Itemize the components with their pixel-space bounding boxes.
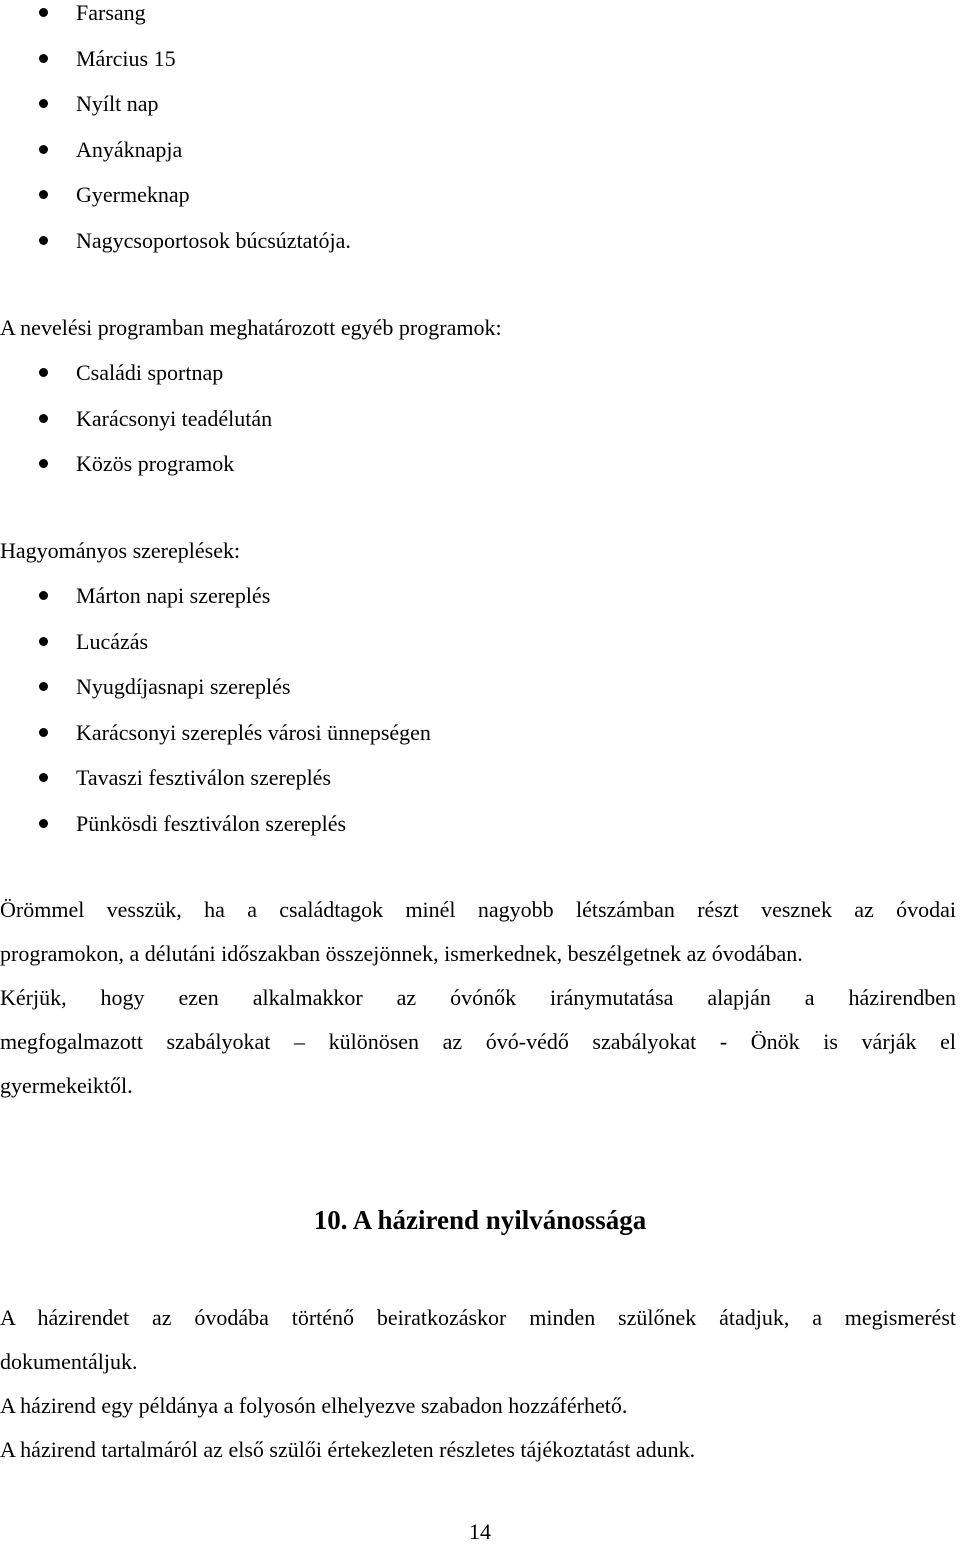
bullet-icon bbox=[39, 8, 48, 17]
bullet-icon bbox=[39, 637, 48, 646]
list-item: Családi sportnap bbox=[0, 360, 956, 406]
bullet-icon bbox=[39, 728, 48, 737]
list-item: Március 15 bbox=[0, 46, 956, 92]
paragraph-line: dokumentáljuk. bbox=[0, 1349, 138, 1374]
list-item: Anyáknapja bbox=[0, 137, 956, 183]
list-item: Karácsonyi szereplés városi ünnepségen bbox=[0, 720, 956, 766]
paragraph-line: programokon, a délutáni időszakban összejönnek, ismerkednek, beszélgetnek az óvodában. bbox=[0, 941, 803, 966]
page-number: 14 bbox=[469, 1519, 491, 1544]
paragraph-line: gyermekeiktől. bbox=[0, 1073, 133, 1098]
bullet-icon bbox=[39, 591, 48, 600]
performances-list bbox=[0, 583, 956, 856]
paragraph-line: Kérjük, hogy ezen alkalmakkor az óvónők iránymutatása alapján a házirendben bbox=[0, 985, 956, 1010]
programs-list bbox=[0, 360, 956, 497]
bullet-icon bbox=[39, 54, 48, 63]
list-item: Lucázás bbox=[0, 629, 956, 675]
bullet-icon bbox=[39, 773, 48, 782]
paragraph-line: A házirendet az óvodába történő beiratkozáskor minden szülőnek átadjuk, a megismerést bbox=[0, 1305, 956, 1330]
list-item: Nagycsoportosok búcsúztatója. bbox=[0, 228, 956, 274]
list-item: Karácsonyi teadélután bbox=[0, 406, 956, 452]
programs-heading: A nevelési programban meghatározott egyéb programok: bbox=[0, 315, 502, 340]
bullet-icon bbox=[39, 190, 48, 199]
paragraph-family-participation bbox=[0, 888, 956, 1108]
paragraph-line: Örömmel vesszük, ha a családtagok minél nagyobb létszámban részt vesznek az óvodai bbox=[0, 897, 956, 922]
list-item: Farsang bbox=[0, 0, 956, 46]
bullet-icon bbox=[39, 682, 48, 691]
bullet-icon bbox=[39, 99, 48, 108]
bullet-icon bbox=[39, 414, 48, 423]
paragraph-line: megfogalmazott szabályokat – különösen az óvó-védő szabályokat - Önök is várják el bbox=[0, 1029, 956, 1054]
bullet-icon bbox=[39, 236, 48, 245]
paragraph-copy-availability: A házirend egy példánya a folyosón elhelyezve szabadon hozzáférhető. bbox=[0, 1393, 628, 1418]
list-item: Közös programok bbox=[0, 451, 956, 497]
list-item: Márton napi szereplés bbox=[0, 583, 956, 629]
list-item: Nyílt nap bbox=[0, 91, 956, 137]
list-item: Pünkösdi fesztiválon szereplés bbox=[0, 811, 956, 857]
bullet-icon bbox=[39, 145, 48, 154]
bullet-icon bbox=[39, 819, 48, 828]
bullet-icon bbox=[39, 368, 48, 377]
paragraph-publicity bbox=[0, 1296, 956, 1472]
bullet-icon bbox=[39, 459, 48, 468]
section-title: 10. A házirend nyilvánossága bbox=[313, 1205, 647, 1235]
list-item: Gyermeknap bbox=[0, 182, 956, 228]
list-item: Tavaszi fesztiválon szereplés bbox=[0, 765, 956, 811]
list-item: Nyugdíjasnapi szereplés bbox=[0, 674, 956, 720]
paragraph-parent-meeting: A házirend tartalmáról az első szülői értekezleten részletes tájékoztatást adunk. bbox=[0, 1437, 696, 1462]
performances-heading: Hagyományos szereplések: bbox=[0, 538, 241, 563]
events-list bbox=[0, 0, 956, 273]
